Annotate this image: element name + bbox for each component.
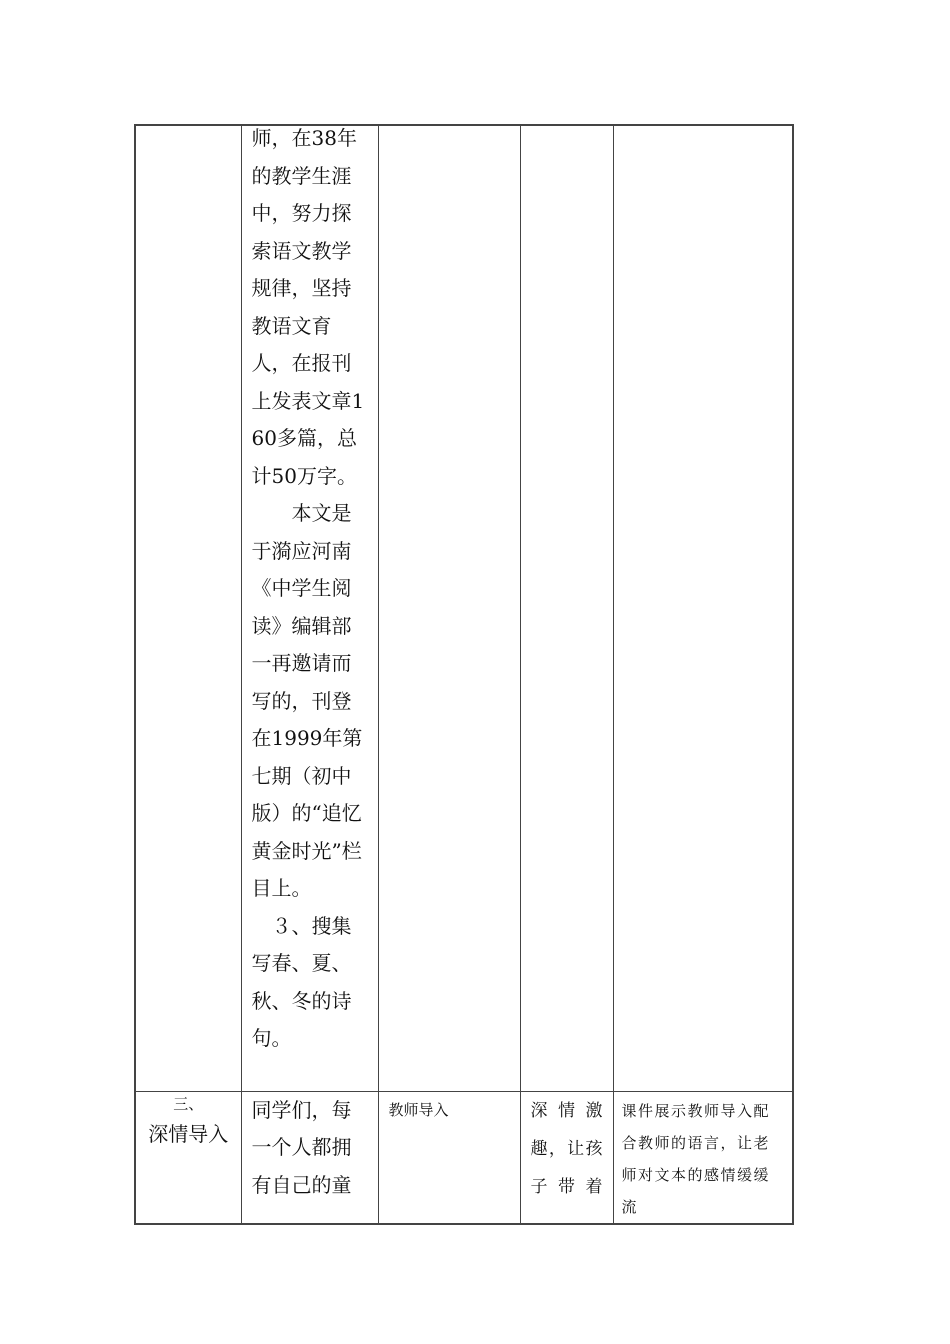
purpose-cell xyxy=(520,1091,613,1224)
stage-title: 深情导入 xyxy=(148,1121,229,1146)
teacher-activity-text: 教师导入 xyxy=(388,1100,449,1119)
content-cell xyxy=(241,1091,378,1224)
stage-cell xyxy=(135,1091,241,1224)
teacher-activity-cell xyxy=(378,1091,520,1224)
purpose-cell-empty xyxy=(520,125,613,1091)
media-cell-empty xyxy=(613,125,793,1091)
media-cell xyxy=(613,1091,793,1224)
lesson-plan-table xyxy=(134,124,794,1225)
table-row xyxy=(135,1091,793,1224)
media-note-text: 课件展示教师导入配合教师的语言，让老师对文本的感情缓缓流 xyxy=(621,1101,771,1216)
purpose-text: 深 情 激 趣，让孩 子 带 着 xyxy=(530,1100,603,1197)
content-cell xyxy=(241,125,378,1091)
stage-cell-empty xyxy=(135,125,241,1091)
content-text: 师，在38年的教学生涯中，努力探索语文教学规律，坚持教语文育人，在报刊上发表文章160多篇，总计50万字。 本文是于漪应河南《中学生阅读》编辑部一再邀请而写的，刊登在1999年第七期（初中版）的“追忆黄金时光”栏目上。 ３、搜集写春、夏、秋、冬的诗句。 xyxy=(251,126,365,1050)
content-text: 同学们，每一个人都拥有自己的童 xyxy=(251,1097,352,1197)
table-row xyxy=(135,125,793,1091)
stage-number: 三、 xyxy=(173,1094,204,1113)
teacher-activity-cell-empty xyxy=(378,125,520,1091)
